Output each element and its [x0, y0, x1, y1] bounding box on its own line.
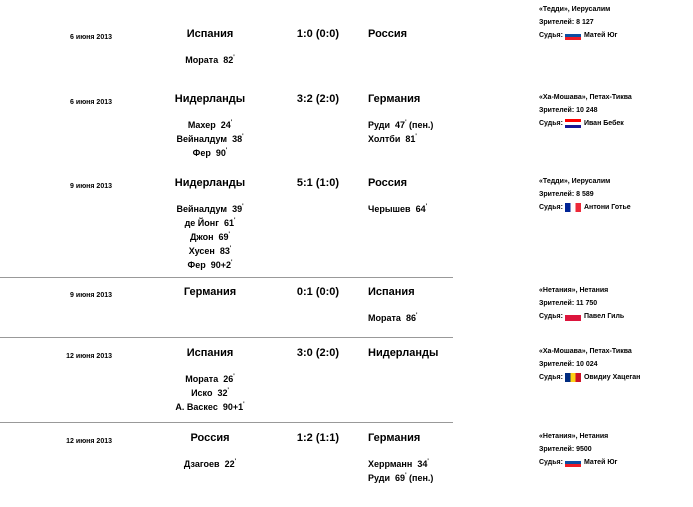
match-date: 12 июня 2013: [66, 353, 112, 360]
scorer-name: Фер: [187, 260, 206, 270]
referee-name: Матей Юг: [583, 459, 618, 466]
scorer-minute: 38: [232, 134, 243, 144]
match-date: 9 июня 2013: [70, 183, 112, 190]
scorer: [115, 52, 305, 66]
scorer-minute: 90: [215, 148, 226, 158]
minute-mark: ': [225, 148, 228, 154]
away-scorers: [368, 456, 528, 484]
scorer-name: де Йонг: [184, 218, 219, 228]
away-scorers: [368, 201, 528, 215]
match-date: 12 июня 2013: [66, 438, 112, 445]
home-team: Нидерланды: [174, 93, 246, 105]
referee-flag-icon: [565, 119, 581, 128]
referee-flag-icon: [565, 458, 581, 467]
minute-mark: ': [228, 232, 230, 238]
scorer-name: Хусен: [188, 246, 215, 256]
match-date: 6 июня 2013: [70, 34, 112, 41]
scorer: [368, 470, 528, 484]
home-team: Россия: [190, 432, 230, 444]
scorer: [115, 399, 305, 413]
stadium: «Ха-Мошава», Петах-Тиква: [539, 348, 632, 355]
referee: [539, 310, 693, 323]
scorer: [115, 385, 305, 399]
home-team: Испания: [186, 347, 234, 359]
match-date: 9 июня 2013: [70, 292, 112, 299]
referee-name: Павел Гиль: [583, 313, 625, 320]
referee-label: Судья:: [539, 120, 563, 127]
scorer: [115, 229, 305, 243]
match-date: 6 июня 2013: [70, 99, 112, 106]
scorer: [115, 131, 305, 145]
scorer-minute: 39: [232, 204, 243, 214]
scorer-name: Джон: [190, 232, 214, 242]
match-score: 1:2 (1:1): [296, 432, 340, 444]
referee-flag-icon: [565, 373, 581, 382]
referee-name: Антони Готье: [583, 204, 631, 211]
divider: [0, 277, 453, 278]
referee: [539, 201, 693, 214]
scorer-note: (пен.): [409, 473, 434, 483]
home-scorers: [115, 201, 305, 271]
divider: [0, 422, 453, 423]
scorer-minute: 81: [405, 134, 416, 144]
home-scorers: [115, 52, 305, 66]
away-team: Нидерланды: [368, 347, 439, 359]
minute-mark: ': [242, 134, 244, 140]
scorer: [368, 117, 528, 131]
scorer-name: Руди: [368, 473, 391, 483]
minute-mark: ': [425, 204, 428, 210]
referee-label: Судья:: [539, 204, 563, 211]
scorer-minute: 90+1: [222, 402, 244, 412]
referee: [539, 456, 693, 469]
attendance: Зрителей: 10 024: [539, 361, 598, 368]
home-team: Нидерланды: [174, 177, 246, 189]
referee: [539, 371, 693, 384]
away-scorers: [368, 117, 528, 145]
scorer-name: Херрманн: [368, 459, 413, 469]
minute-mark: ': [427, 459, 429, 465]
minute-mark: ': [243, 402, 245, 408]
match-score: 0:1 (0:0): [296, 286, 340, 298]
away-scorers: [368, 310, 528, 324]
minute-mark: ': [231, 260, 233, 266]
match-score: 5:1 (1:0): [296, 177, 340, 189]
match-info: [539, 175, 693, 214]
scorer: [115, 201, 305, 215]
scorer: [115, 145, 305, 159]
minute-mark: ': [233, 55, 235, 61]
scorer: [115, 257, 305, 271]
stadium: «Ха-Мошава», Петах-Тиква: [539, 94, 632, 101]
referee-flag-icon: [565, 203, 581, 212]
scorer-name: Черышев: [368, 204, 411, 214]
scorer-name: Мората: [185, 55, 219, 65]
away-team: Германия: [368, 432, 421, 444]
stadium: «Нетания», Нетания: [539, 433, 609, 440]
scorer-minute: 90+2: [210, 260, 232, 270]
minute-mark: ': [233, 374, 235, 380]
referee-label: Судья:: [539, 32, 563, 39]
scorer-name: Вейналдум: [176, 204, 228, 214]
attendance: Зрителей: 8 127: [539, 19, 594, 26]
away-team: Россия: [368, 177, 408, 189]
scorer-note: (пен.): [409, 120, 434, 130]
match-info: [539, 284, 693, 323]
away-team: Испания: [368, 286, 415, 298]
match-score: 1:0 (0:0): [296, 28, 340, 40]
stadium: «Нетания», Нетания: [539, 287, 609, 294]
scorer-name: Махер: [187, 120, 216, 130]
home-scorers: [115, 117, 305, 159]
match-info: [539, 91, 693, 130]
referee-label: Судья:: [539, 374, 563, 381]
home-team: Германия: [183, 286, 237, 298]
scorer-name: Холтби: [368, 134, 401, 144]
stadium: «Тедди», Иерусалим: [539, 178, 611, 185]
match-info: [539, 430, 693, 469]
divider: [0, 337, 453, 338]
scorer-minute: 69: [218, 232, 229, 242]
referee-label: Судья:: [539, 459, 563, 466]
scorer: [115, 456, 305, 470]
attendance: Зрителей: 11 750: [539, 300, 598, 307]
scorer: [368, 201, 528, 215]
scorer-name: Фер: [192, 148, 211, 158]
home-scorers: [115, 456, 305, 470]
attendance: Зрителей: 8 589: [539, 191, 594, 198]
minute-mark: ': [405, 120, 407, 126]
scorer-name: Дзагоев: [183, 459, 220, 469]
scorer-minute: 82: [223, 55, 234, 65]
scorer-name: Мората: [185, 374, 219, 384]
minute-mark: ': [233, 218, 236, 224]
minute-mark: ': [405, 473, 407, 479]
scorer-minute: 64: [415, 204, 426, 214]
scorer-name: Руди: [368, 120, 391, 130]
scorer: [115, 215, 305, 229]
away-team: Россия: [368, 28, 408, 40]
minute-mark: ': [242, 204, 244, 210]
scorer: [368, 131, 528, 145]
scorer-minute: 32: [217, 388, 228, 398]
scorer: [115, 243, 305, 257]
match-info: [539, 3, 693, 42]
scorer-minute: 22: [224, 459, 235, 469]
scorer-minute: 24: [220, 120, 231, 130]
home-scorers: [115, 371, 305, 413]
referee-flag-icon: [565, 312, 581, 321]
match-info: [539, 345, 693, 384]
scorer-name: Иско: [191, 388, 213, 398]
referee-flag-icon: [565, 31, 581, 40]
match-score: 3:0 (2:0): [296, 347, 340, 359]
minute-mark: ': [234, 459, 237, 465]
scorer: [368, 456, 528, 470]
scorer-name: А. Васкес: [175, 402, 218, 412]
scorer-minute: 34: [417, 459, 428, 469]
stadium: «Тедди», Иерусалим: [539, 6, 611, 13]
attendance: Зрителей: 9500: [539, 446, 592, 453]
scorer-name: Вейналдум: [176, 134, 228, 144]
scorer: [115, 117, 305, 131]
minute-mark: ': [230, 120, 233, 126]
scorer-name: Мората: [368, 313, 401, 323]
scorer-minute: 47: [395, 120, 406, 130]
referee: [539, 29, 693, 42]
home-team: Испания: [186, 28, 234, 40]
minute-mark: ': [227, 388, 229, 394]
scorer-minute: 26: [223, 374, 234, 384]
attendance: Зрителей: 10 248: [539, 107, 598, 114]
scorer-minute: 83: [219, 246, 230, 256]
minute-mark: ': [229, 246, 232, 252]
match-score: 3:2 (2:0): [296, 93, 340, 105]
scorer: [368, 310, 528, 324]
referee-name: Матей Юг: [583, 32, 618, 39]
scorer-minute: 61: [223, 218, 234, 228]
minute-mark: ': [415, 313, 418, 319]
away-team: Германия: [368, 93, 421, 105]
referee: [539, 117, 693, 130]
referee-name: Овидиу Хацеган: [583, 374, 641, 381]
scorer-minute: 69: [395, 473, 406, 483]
referee-name: Иван Бебек: [583, 120, 624, 127]
scorer: [115, 371, 305, 385]
scorer-minute: 86: [405, 313, 416, 323]
referee-label: Судья:: [539, 313, 563, 320]
minute-mark: ': [415, 134, 417, 140]
